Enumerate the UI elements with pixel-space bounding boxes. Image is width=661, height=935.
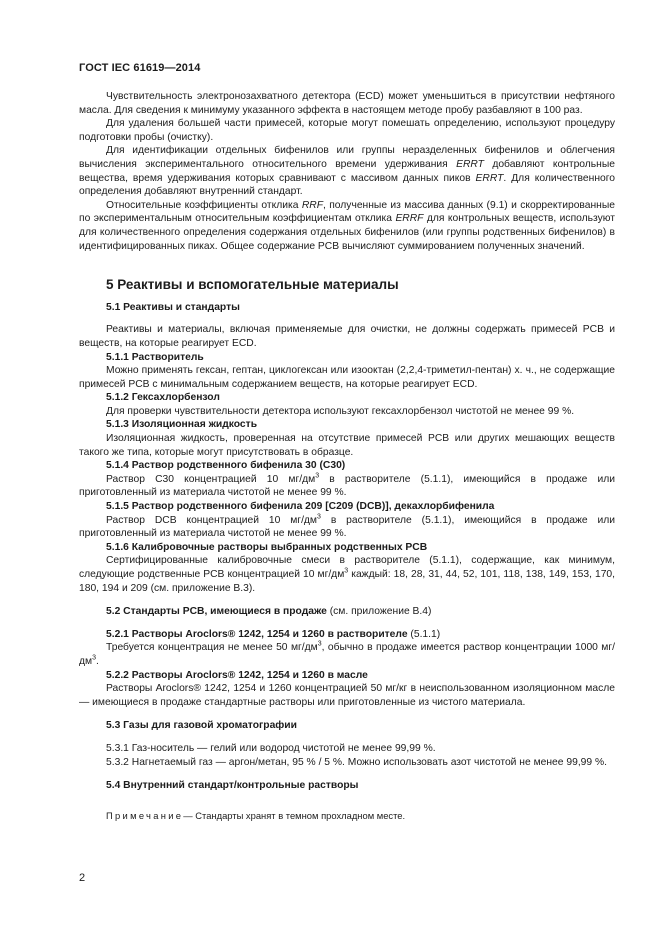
subsection-5-1-6-text: Сертифицированные калибровочные смеси в растворителе (5.1.1), содержащие, как минимум, следующие родственные PCB концентрацией 10 $мг/дм^3$ каждый: 18, 28, 31, 44, 52, 101, 118, 138, 149, 153, 170, 180, 194 и 209 (см. приложение В.3). — [79, 555, 616, 594]
subsection-5-1-text: Реактивы и материалы, включая применяемые для очистки, не должны содержать примесей PCB и веществ, на которые реагирует ECD. — [79, 324, 615, 349]
subsection-5-1-1-text: Можно применять гексан, гептан, циклогексан или изооктан (2,2,4-триметил-пентан) х. ч., не содержащие примесей PCB с минимальным содержанием веществ, на которые реагирует ECD. — [79, 365, 615, 390]
subsection-5-2-1-title: 5.2.1 Растворы Aroclors® 1242, 1254 и 1260 в растворителе (5.1.1) — [106, 628, 441, 640]
page-number: 2 — [79, 872, 86, 884]
intro-paragraph-1: Чувствительность электронозахватного детектора (ECD) может уменьшиться в присутствии нефтяного масла. Для сведения к минимуму указанного эффекта в настоящем методе пробу разбавляют в 100 раз. — [79, 91, 615, 116]
document-body — [79, 90, 615, 822]
note-text: — Стандарты хранят в темном прохладном месте. — [183, 809, 406, 821]
subsection-5-1-4-title: 5.1.4 Раствор родственного бифенила 30 (C30) — [106, 460, 346, 472]
subsection-5-1-3-title: 5.1.3 Изоляционная жидкость — [106, 419, 258, 431]
subsection-5-1-5-text: Раствор DCB концентрацией 10 $мг/дм^3$ в растворителе (5.1.1), имеющийся в продаже или приготовленный из материала чистотой не менее 99 %. — [79, 513, 615, 540]
subsection-5-1-2-text: Для проверки чувствительности детектора используют гексахлорбензол чистотой не менее 99 %. — [106, 405, 575, 417]
subsection-5-4-title: 5.4 Внутренний стандарт/контрольные растворы — [106, 780, 359, 792]
subsection-5-1-5-title: 5.1.5 Раствор родственного бифенила 209 [C209 (DCB)], декахлорбифенила — [106, 501, 495, 513]
intro-paragraph-4: Относительные коэффициенты отклика RRF, полученные из массива данных (9.1) и скорректированные по экспериментальным относительным коэффициентам отклика ERRF для контрольных веществ, используют для количественного определения содержания отдельных бифенилов (или группы родственных бифенилов) в идентифицированных пиках. Общее содержание PCB вычисляют суммированием полученных значений. — [79, 199, 615, 252]
note — [79, 809, 615, 823]
subsection-5-1-1-title: 5.1.1 Растворитель — [106, 351, 204, 363]
subsection-5-1-title: 5.1 Реактивы и стандарты — [106, 301, 240, 313]
subsection-5-2-2-text: Растворы Aroclors® 1242, 1254 и 1260 концентрацией 50 мг/кг в неиспользованном изоляционном масле — имеющиеся в продаже стандартные растворы или приготовленные из чистого материала. — [79, 683, 615, 708]
subsection-5-2-2-title: 5.2.2 Растворы Aroclors® 1242, 1254 и 1260 в масле — [106, 669, 368, 681]
subsection-5-1-3-text: Изоляционная жидкость, проверенная на отсутствие примесей PCB или других мешающих веществ такого же типа, которые могут присутствовать в образце. — [79, 433, 615, 458]
section-5-title: 5 Реактивы и вспомогательные материалы — [106, 277, 399, 293]
subsection-5-3-2-text: 5.3.2 Нагнетаемый газ — аргон/метан, 95 % / 5 %. Можно использовать азот чистотой не менее 99,99 %. — [106, 756, 608, 768]
subsection-5-3-1-text: 5.3.1 Газ-носитель — гелий или водород чистотой не менее 99,99 %. — [106, 742, 436, 754]
subsection-5-1-4-text: Раствор С30 концентрацией 10 $мг/дм^3$ в растворителе (5.1.1), имеющийся в продаже или приготовленный из материала чистотой не менее 99 %. — [79, 472, 615, 499]
note-label: Примечание — [106, 809, 184, 821]
intro-paragraph-2: Для удаления большей части примесей, которые могут помешать определению, используют процедуру подготовки пробы (очистку). — [79, 118, 615, 143]
intro-paragraph-3: Для идентификации отдельных бифенилов или группы неразделенных бифенилов и облегчения вычисления экспериментального относительного времени удерживания ERRT добавляют контрольные вещества, время удерживания которых сравнивают с массивом данных пиков ERRT. Для количественного определения добавляют внутренний стандарт. — [79, 145, 615, 198]
standard-header: ГОСТ IEC 61619—2014 — [79, 62, 201, 74]
subsection-5-2-1-text: Требуется концентрация не менее 50 $мг/дм^3$, обычно в продаже имеется раствор концентрации 1000 $мг/дм^3$. — [79, 640, 616, 667]
subsection-5-3-title: 5.3 Газы для газовой хроматографии — [106, 720, 297, 732]
subsection-5-1-6-title: 5.1.6 Калибровочные растворы выбранных родственных PCB — [106, 541, 428, 553]
subsection-5-2-title: 5.2 Стандарты PCB, имеющиеся в продаже (см. приложение В.4) — [106, 606, 432, 618]
subsection-5-1-2-title: 5.1.2 Гексахлорбензол — [106, 392, 220, 404]
